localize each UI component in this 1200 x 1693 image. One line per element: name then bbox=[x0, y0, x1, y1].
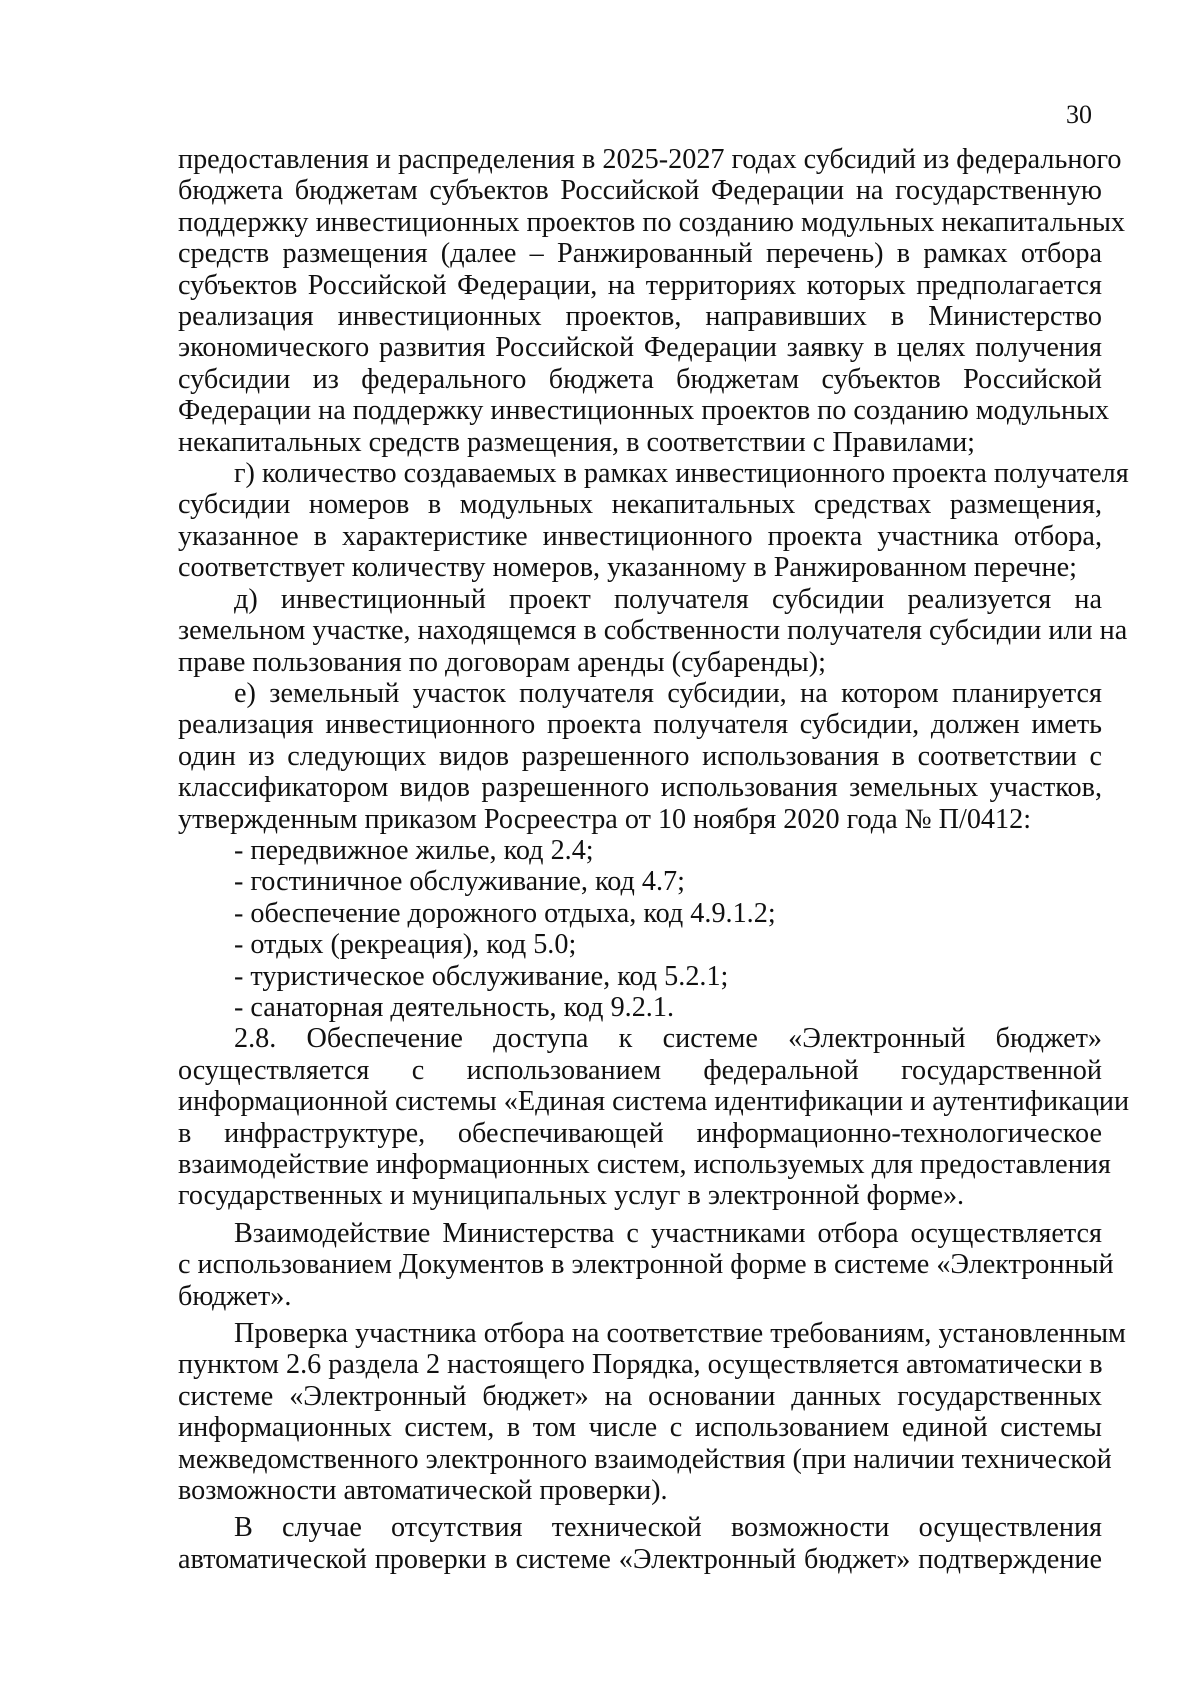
text-line: д) инвестиционный проект получателя субсидии реализуется на bbox=[234, 583, 1102, 615]
paragraph-verification bbox=[178, 1318, 1126, 1507]
text-line: Федерации на поддержку инвестиционных проектов по созданию модульных bbox=[178, 395, 1110, 427]
text-line: системе «Электронный бюджет» на основании данных государственных bbox=[178, 1380, 1102, 1412]
text-line: е) земельный участок получателя субсидии, на котором планируется bbox=[234, 677, 1102, 709]
text-line: реализация инвестиционного проекта получателя субсидии, должен иметь bbox=[178, 709, 1102, 741]
list-item: - отдых (рекреация), код 5.0; bbox=[234, 929, 577, 961]
text-line: с использованием Документов в электронной форме в системе «Электронный bbox=[178, 1249, 1114, 1281]
list-item: - туристическое обслуживание, код 5.2.1; bbox=[234, 960, 729, 992]
text-line: бюджета бюджетам субъектов Российской Федерации на государственную bbox=[178, 175, 1102, 207]
text-line: Взаимодействие Министерства с участниками отбора осуществляется bbox=[234, 1217, 1102, 1249]
text-line: бюджет». bbox=[178, 1280, 292, 1312]
paragraph-continuation bbox=[178, 144, 1125, 458]
paragraph-g bbox=[178, 458, 1129, 584]
text-line: классификатором видов разрешенного использования земельных участков, bbox=[178, 772, 1102, 804]
text-line: взаимодействие информационных систем, используемых для предоставления bbox=[178, 1149, 1111, 1180]
text-line: экономического развития Российской Федерации заявку в целях получения bbox=[178, 332, 1102, 364]
text-line: г) количество создаваемых в рамках инвестиционного проекта получателя bbox=[234, 458, 1129, 490]
paragraph-no-auto-check bbox=[178, 1512, 1102, 1575]
text-line: праве пользования по договорам аренды (субаренды); bbox=[178, 646, 826, 678]
text-line: в инфраструктуре, обеспечивающей информационно-технологическое bbox=[178, 1117, 1102, 1149]
text-line: один из следующих видов разрешенного использования в соответствии с bbox=[178, 740, 1102, 772]
text-line: субсидии номеров в модульных некапитальных средствах размещения, bbox=[178, 489, 1102, 521]
document-body bbox=[178, 144, 1130, 1575]
text-line: предоставления и распределения в 2025-2027 годах субсидий из федерального bbox=[178, 144, 1122, 175]
text-line: межведомственного электронного взаимодействия (при наличии технической bbox=[178, 1443, 1112, 1475]
text-line: 2.8. Обеспечение доступа к системе «Электронный бюджет» bbox=[234, 1023, 1102, 1055]
text-line: утвержденным приказом Росреестра от 10 ноября 2020 года № П/0412: bbox=[178, 803, 1032, 835]
list-item: - передвижное жилье, код 2.4; bbox=[234, 834, 594, 866]
text-line: информационной системы «Единая система идентификации и аутентификации bbox=[178, 1086, 1130, 1118]
text-line: государственных и муниципальных услуг в электронной форме». bbox=[178, 1180, 965, 1212]
paragraph-2-8 bbox=[178, 1023, 1130, 1212]
text-line: поддержку инвестиционных проектов по созданию модульных некапитальных bbox=[178, 206, 1125, 238]
text-line: автоматической проверки в системе «Электронный бюджет» подтверждение bbox=[178, 1543, 1102, 1575]
paragraph-e bbox=[178, 678, 1102, 835]
text-line: реализация инвестиционных проектов, направивших в Министерство bbox=[178, 301, 1102, 333]
list-item: - санаторная деятельность, код 9.2.1. bbox=[234, 991, 674, 1023]
text-line: субъектов Российской Федерации, на территориях которых предполагается bbox=[178, 269, 1102, 301]
text-line: средств размещения (далее – Ранжированный перечень) в рамках отбора bbox=[178, 238, 1102, 270]
list-item: - обеспечение дорожного отдыха, код 4.9.1.2; bbox=[234, 897, 776, 929]
text-line: информационных систем, в том числе с использованием единой системы bbox=[178, 1412, 1102, 1444]
text-line: пунктом 2.6 раздела 2 настоящего Порядка, осуществляется автоматически в bbox=[178, 1349, 1103, 1381]
land-use-list bbox=[178, 835, 1102, 1023]
paragraph-d bbox=[178, 583, 1128, 678]
text-line: некапитальных средств размещения, в соответствии с Правилами; bbox=[178, 426, 975, 458]
text-line: субсидии из федерального бюджета бюджетам субъектов Российской bbox=[178, 363, 1102, 395]
paragraph-interaction bbox=[178, 1217, 1114, 1312]
text-line: В случае отсутствия технической возможности осуществления bbox=[234, 1512, 1102, 1544]
page-number: 30 bbox=[1066, 100, 1092, 129]
text-line: осуществляется с использованием федеральной государственной bbox=[178, 1054, 1102, 1086]
text-line: земельном участке, находящемся в собственности получателя субсидии или на bbox=[178, 615, 1128, 647]
text-line: возможности автоматической проверки). bbox=[178, 1475, 668, 1507]
text-line: указанное в характеристике инвестиционного проекта участника отбора, bbox=[178, 520, 1102, 552]
list-item: - гостиничное обслуживание, код 4.7; bbox=[234, 866, 685, 898]
text-line: Проверка участника отбора на соответствие требованиям, установленным bbox=[234, 1318, 1126, 1350]
text-line: соответствует количеству номеров, указанному в Ранжированном перечне; bbox=[178, 552, 1077, 584]
